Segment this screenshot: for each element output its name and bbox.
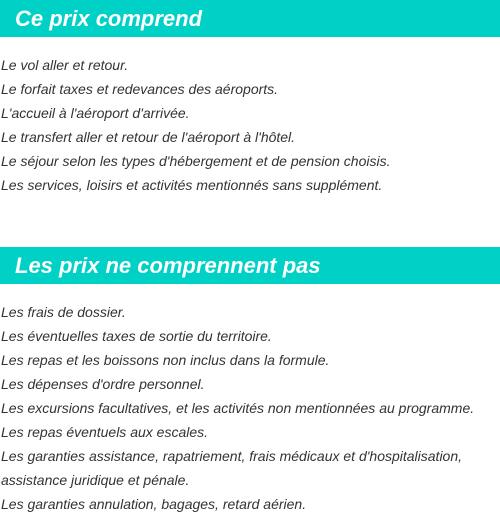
included-item: Le forfait taxes et redevances des aéroports.: [1, 81, 279, 97]
excluded-item: Les excursions facultatives, et les activités non mentionnées au programme.: [1, 400, 475, 416]
included-item: Le vol aller et retour.: [1, 57, 129, 73]
excluded-list: [0, 300, 500, 516]
excluded-item: Les garanties assistance, rapatriement, frais médicaux et d'hospitalisation, assistance juridique et pénale.: [1, 448, 463, 488]
excluded-item: Les dépenses d'ordre personnel.: [1, 376, 205, 392]
excluded-item: Les repas et les boissons non inclus dans la formule.: [1, 352, 330, 368]
included-item: L'accueil à l'aéroport d'arrivée.: [1, 105, 190, 121]
included-item: Les services, loisirs et activités mentionnés sans supplément.: [1, 177, 383, 193]
included-item: Le séjour selon les types d'hébergement et de pension choisis.: [1, 153, 391, 169]
excluded-section-title: Les prix ne comprennent pas: [0, 247, 500, 284]
excluded-item: Les garanties annulation, bagages, retard aérien.: [1, 496, 307, 512]
excluded-item: Les repas éventuels aux escales.: [1, 424, 209, 440]
excluded-item: Les éventuelles taxes de sortie du territoire.: [1, 328, 272, 344]
included-item: Le transfert aller et retour de l'aéroport à l'hôtel.: [1, 129, 296, 145]
included-section-title: Ce prix comprend: [0, 0, 500, 37]
included-list: [0, 53, 500, 197]
excluded-item: Les frais de dossier.: [1, 304, 126, 320]
